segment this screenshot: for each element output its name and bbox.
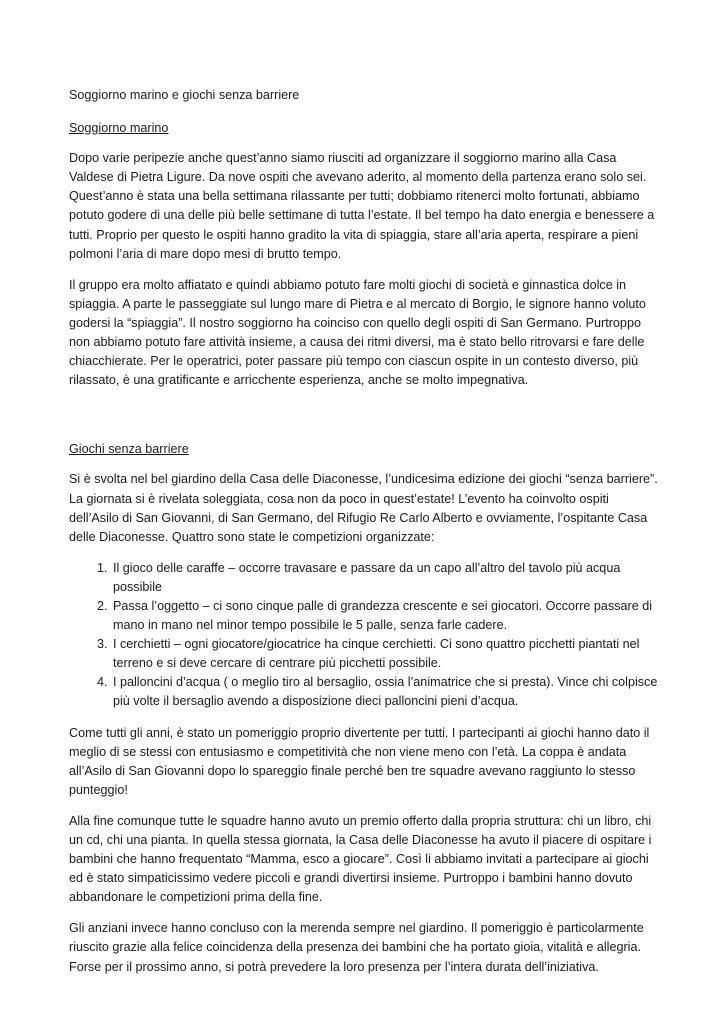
competitions-list <box>69 559 659 712</box>
paragraph: Dopo varie peripezie anche quest’anno siamo riusciti ad organizzare il soggiorno marino alla Casa Valdese di Pietra Ligure. Da nove ospiti che avevano aderito, al momento della partenza erano solo sei. Quest’anno è stata una bella settimana rilassante per tutti; dobbiamo ritenerci molto fortunati, abbiamo potuto godere di una delle più belle settimane di tutta l’estate. Il bel tempo ha dato energia e benessere a tutti. Proprio per questo le ospiti hanno gradito la vita di spiaggia, stare all’aria aperta, respirare a pieni polmoni l’aria di mare dopo mesi di brutto tempo. <box>69 151 655 261</box>
list-item: 3. I cerchietti – ogni giocatore/giocatrice ha cinque cerchietti. Ci sono quattro picchetti piantati nel terreno e si deve cercare di centrare più picchetti possibile. <box>111 635 659 673</box>
list-item: 4. I palloncini d’acqua ( o meglio tiro al bersaglio, ossia l’animatrice che si presta). Vince chi colpisce più volte il bersaglio avendo a disposizione dieci palloncini pieni d’acqua. <box>111 673 659 711</box>
paragraph: Come tutti gli anni, è stato un pomeriggio proprio divertente per tutti. I partecipanti ai giochi hanno dato il meglio di se stessi con entusiasmo e competitività che non viene meno con l’età. La coppa è andata all’Asilo di San Giovanni dopo lo spareggio finale perché ben tre squadre avevano raggiunto lo stesso punteggio! <box>69 725 650 797</box>
section-heading-giochi-senza-barriere: Giochi senza barriere <box>69 442 189 457</box>
document-title: Soggiorno marino e giochi senza barriere <box>69 88 300 102</box>
paragraph-intro: Si è svolta nel bel giardino della Casa delle Diaconesse, l’undicesima edizione dei giochi “senza barriere”. La giornata si è rivelata soleggiata, cosa non da poco in quest’estate! L’evento ha coinvolto ospiti dell’Asilo di San Giovanni, di San Germano, del Rifugio Re Carlo Alberto e ovviamente, l’ospitante Casa delle Diaconesse. Quattro sono state le competizioni organizzate: <box>69 472 658 544</box>
list-item: 2. Passa l’oggetto – ci sono cinque palle di grandezza crescente e sei giocatori. Occorre passare di mano in mano nel minor tempo possibile le 5 palle, senza farle cadere. <box>111 597 659 635</box>
list-item: 1. Il gioco delle caraffe – occorre travasare e passare da un capo all’altro del tavolo più acqua possibile <box>111 559 659 597</box>
paragraph: Gli anziani invece hanno concluso con la merenda sempre nel giardino. Il pomeriggio è particolarmente riuscito grazie alla felice coincidenza della presenza dei bambini che ha portato gioia, vitalità e allegria. Forse per il prossimo anno, si potrà prevedere la loro presenza per l’intera durata dell’iniziativa. <box>69 921 644 974</box>
section-spacer <box>69 402 659 440</box>
paragraph: Alla fine comunque tutte le squadre hanno avuto un premio offerto dalla propria struttura: chi un libro, chi un cd, chi una pianta. In quella stessa giornata, la Casa delle Diaconesse ha avuto il piacere di ospitare i bambini che hanno frequentato “Mamma, esco a giocare”. Così li abbiamo invitati a partecipare ai giochi ed è stato simpaticissimo vedere piccoli e grandi divertirsi insieme. Purtroppo i bambini hanno dovuto abbandonare le competizioni prima della fine. <box>69 813 652 905</box>
paragraph: Il gruppo era molto affiatato e quindi abbiamo potuto fare molti giochi di società e ginnastica dolce in spiaggia. A parte le passeggiate sul lungo mare di Pietra e al mercato di Borgio, le signore hanno voluto godersi la “spiaggia”. Il nostro soggiorno ha coinciso con quello degli ospiti di San Germano. Purtroppo non abbiamo potuto fare attività insieme, a causa dei ritmi diversi, ma è stato bello ritrovarsi e fare delle chiacchierate. Per le operatrici, poter passare più tempo con ciascun ospite in un contesto diverso, più rilassato, è una gratificante e arricchente esperienza, anche se molto impegnativa. <box>69 277 646 388</box>
section-heading-soggiorno-marino: Soggiorno marino <box>69 121 169 136</box>
document-page <box>69 86 659 989</box>
